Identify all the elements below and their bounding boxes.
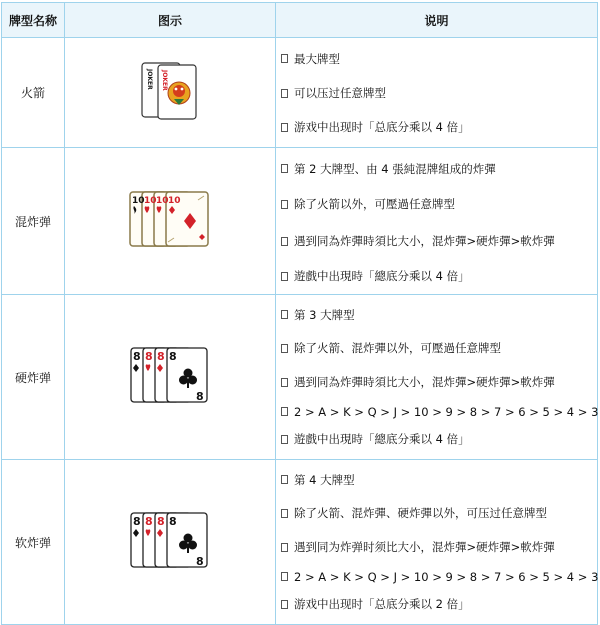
eight-cards-image [129,346,211,406]
bullet-box-icon [281,435,288,444]
row-rocket [2,38,598,148]
type-name: 混炸弹 [2,148,65,295]
card-picture [65,460,276,625]
type-description [276,295,598,460]
desc-line: 除了火箭以外，可壓過任意牌型 [281,185,597,223]
desc-line: 遊戲中出現時「總底分乘以 4 倍」 [281,425,597,453]
card-rank: 10 [156,195,169,206]
bullet-box-icon [281,475,288,484]
card-picture [65,148,276,295]
desc-line: 可以压过任意牌型 [281,75,597,111]
desc-line: 最大牌型 [281,42,597,75]
card-rank: 10 [144,195,157,206]
type-description [276,460,598,625]
header-row [2,3,598,38]
bullet-box-icon [281,572,288,581]
ten-cards-image [128,190,212,250]
card-rank: 8 [133,514,141,528]
desc-line: 第 4 大牌型 [281,464,597,495]
header-description: 说明 [276,3,598,38]
bullet-box-icon [281,407,288,416]
desc-line: 除了火箭、混炸彈以外，可壓過任意牌型 [281,330,597,366]
desc-line: 第 2 大牌型、由 4 張純混牌組成的炸彈 [281,152,597,185]
type-name: 软炸弹 [2,460,65,625]
bullet-box-icon [281,237,288,246]
card-rank: 10 [168,195,181,206]
card-rank: 8 [157,514,165,528]
card-rank: 10 [132,195,145,206]
card-rank: 8 [145,349,153,363]
card-rank: 8 [169,349,177,363]
bullet-box-icon [281,543,288,552]
svg-text:8: 8 [196,389,204,403]
bullet-box-icon [281,600,288,609]
card-rank: 8 [145,514,153,528]
header-name: 牌型名称 [2,3,65,38]
bullet-box-icon [281,89,288,98]
row-mixed-bomb [2,148,598,295]
card-rank: 8 [169,514,177,528]
card-rank: 8 [133,349,141,363]
card-picture [65,38,276,148]
row-hard-bomb [2,295,598,460]
joker-cards-image [140,61,200,121]
bullet-box-icon [281,509,288,518]
joker-label-1: JOKER [146,69,153,90]
desc-line: 遊戲中出現時「總底分乘以 4 倍」 [281,259,597,293]
desc-line: 2 > A > K > Q > J > 10 > 9 > 8 > 7 > 6 > 5 > 4 > 3 [281,398,597,425]
bullet-box-icon [281,200,288,209]
desc-line: 游戏中出现时「总底分乘以 2 倍」 [281,590,597,618]
row-soft-bomb [2,460,598,625]
desc-line: 2 > A > K > Q > J > 10 > 9 > 8 > 7 > 6 > 5 > 4 > 3 [281,563,597,590]
bullet-box-icon [281,344,288,353]
desc-line: 遇到同为炸弹时须比大小，混炸彈>硬炸彈>軟炸彈 [281,531,597,563]
card-rank: 8 [157,349,165,363]
desc-line: 第 3 大牌型 [281,299,597,330]
bullet-box-icon [281,54,288,63]
card-picture [65,295,276,460]
bullet-box-icon [281,378,288,387]
type-name: 火箭 [2,38,65,148]
desc-line: 除了火箭、混炸彈、硬炸彈以外，可压过任意牌型 [281,495,597,531]
bullet-box-icon [281,164,288,173]
header-picture: 图示 [65,3,276,38]
joker-label-2: JOKER [161,70,168,91]
bullet-box-icon [281,272,288,281]
desc-line: 游戏中出现时「总底分乘以 4 倍」 [281,111,597,143]
card-types-table [1,2,598,625]
bullet-box-icon [281,310,288,319]
bullet-box-icon [281,123,288,132]
desc-line: 遇到同為炸彈時須比大小，混炸彈>硬炸彈>軟炸彈 [281,366,597,398]
type-description [276,38,598,148]
desc-line: 遇到同為炸彈時須比大小，混炸彈>硬炸彈>軟炸彈 [281,223,597,259]
svg-text:8: 8 [196,554,204,568]
eight-cards-image [129,511,211,571]
type-name: 硬炸弹 [2,295,65,460]
type-description [276,148,598,295]
